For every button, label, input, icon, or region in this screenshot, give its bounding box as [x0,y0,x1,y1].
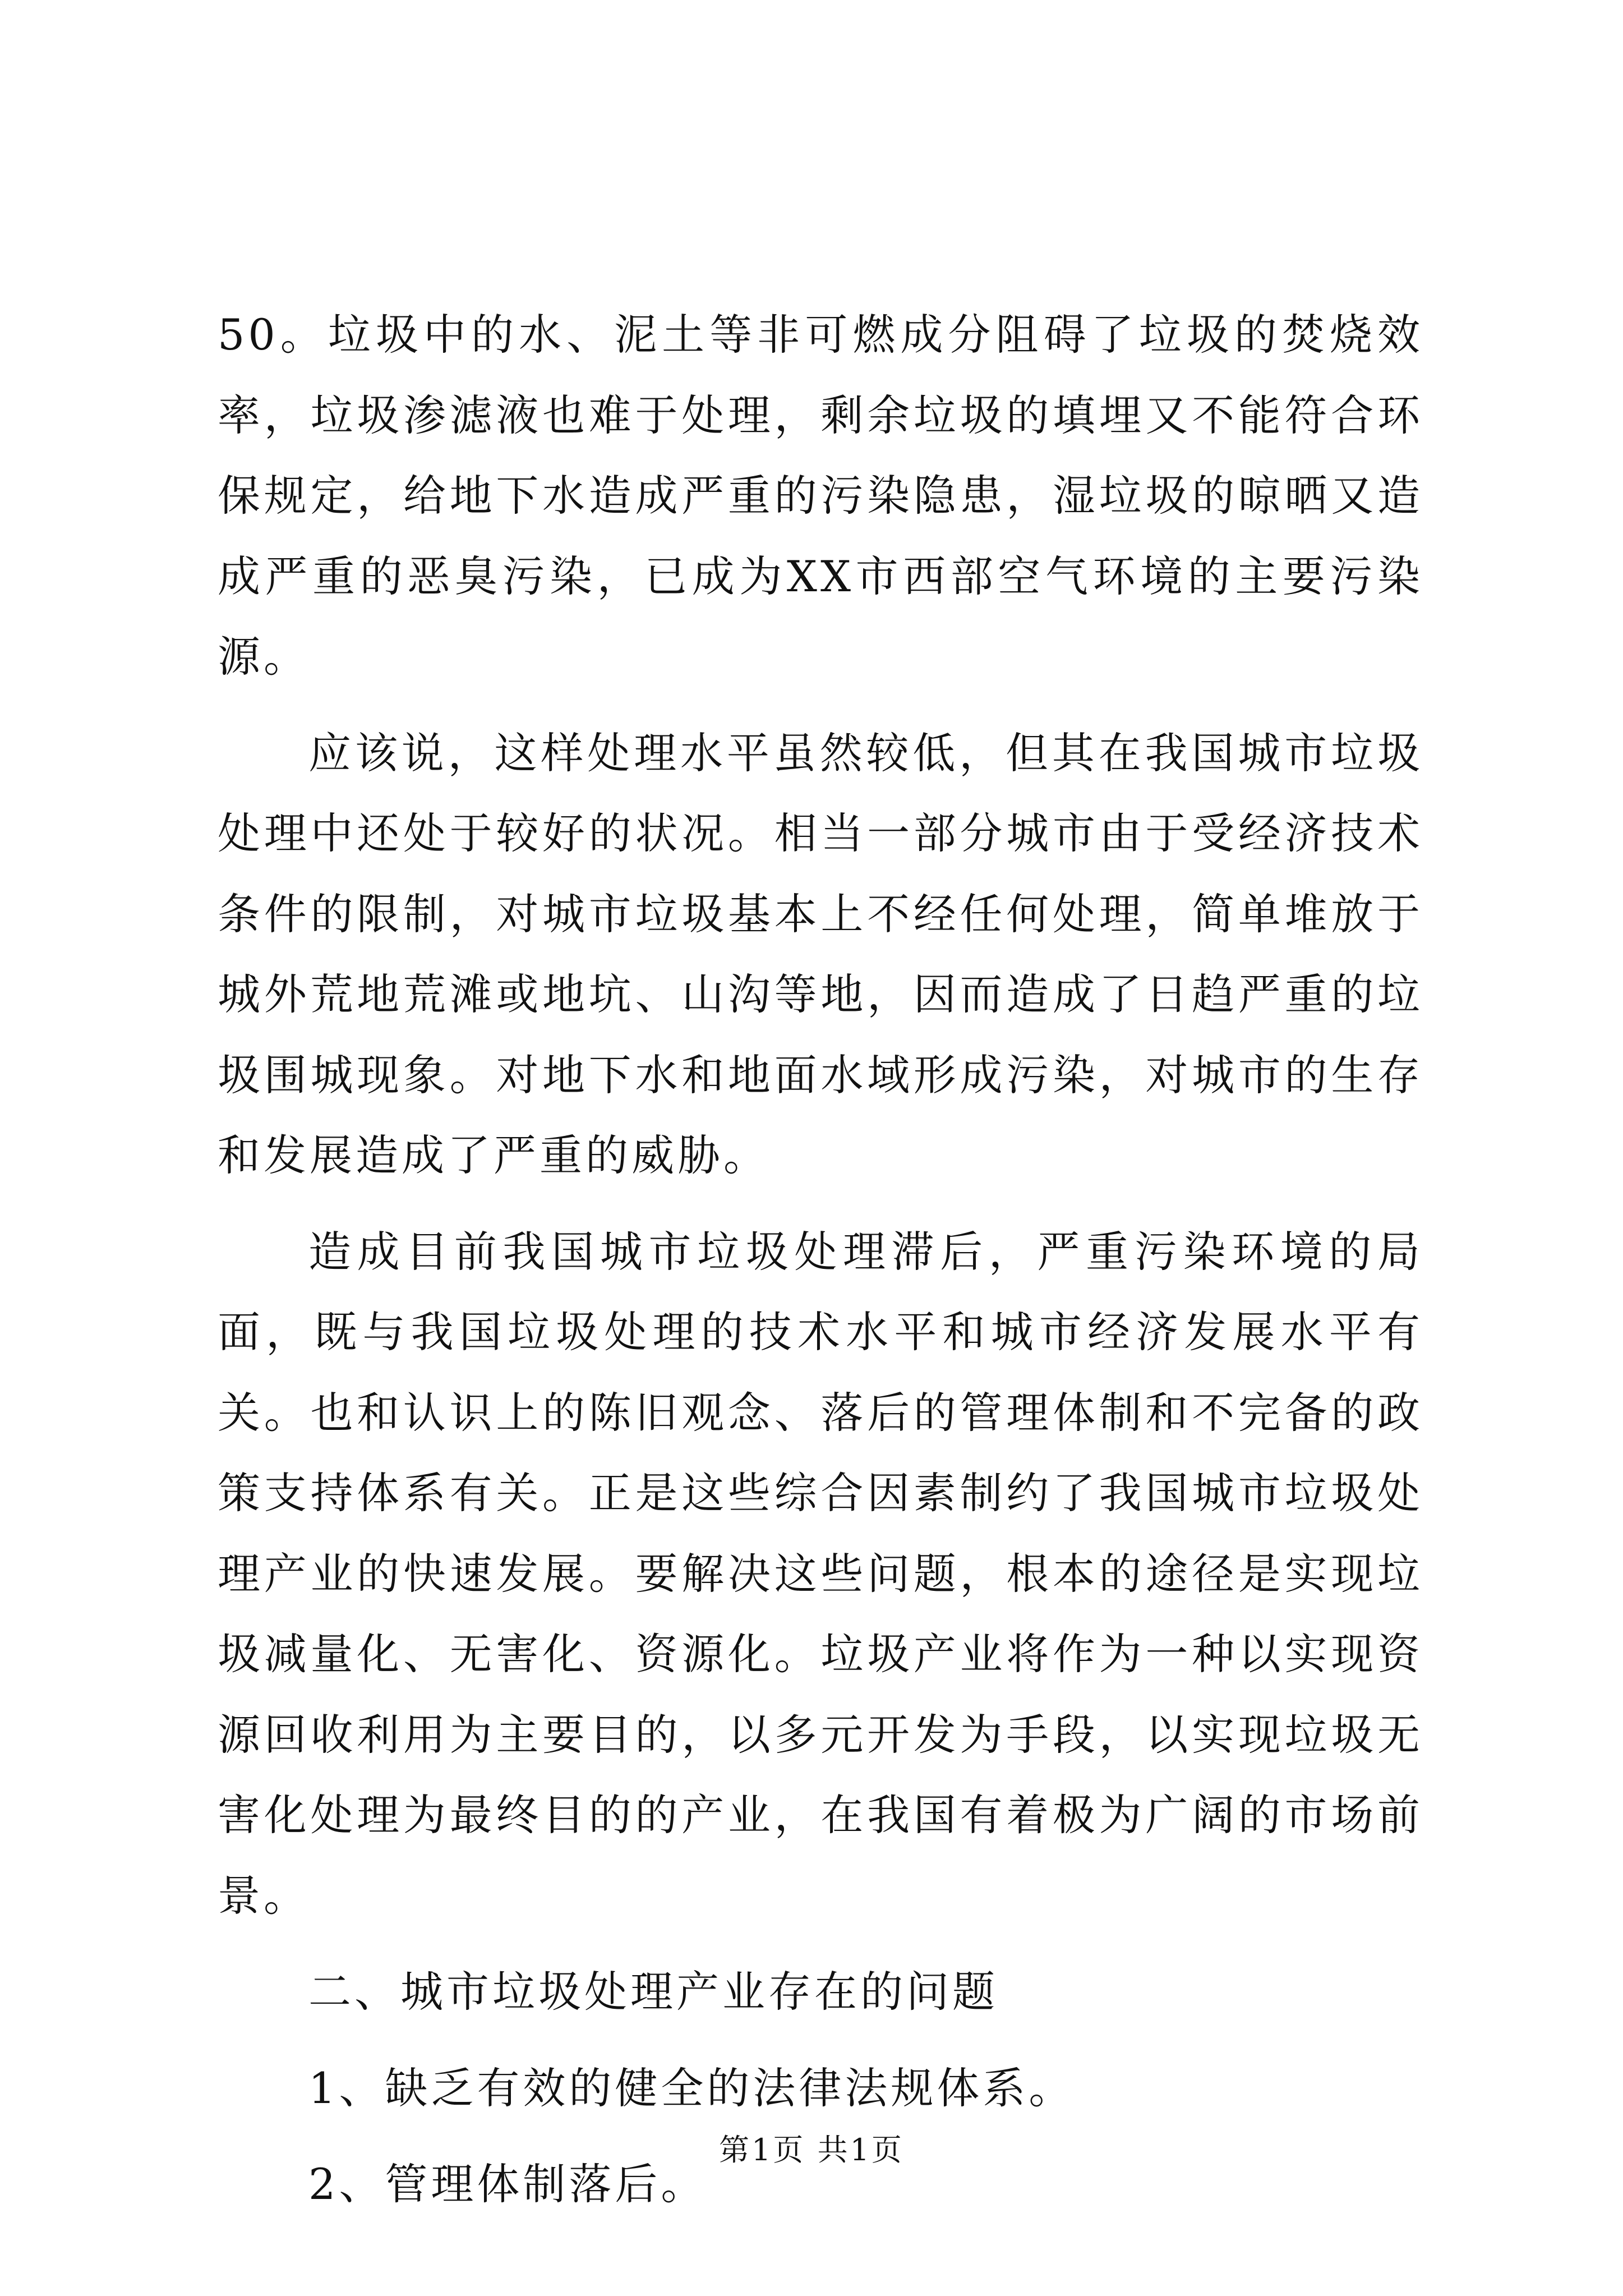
paragraph: 应该说，这样处理水平虽然较低，但其在我国城市垃圾处理中还处于较好的状况。相当一部分城市由于受经济技术条件的限制，对城市垃圾基本上不经任何处理，简单堆放于城外荒地荒滩或地坑、山沟等地，因而造成了日趋严重的垃圾围城现象。对地下水和地面水域形成污染，对城市的生存和发展造成了严重的威胁。 [218,728,1423,1180]
list-item: 2、管理体制落后。 [308,2159,707,2209]
list-item: 1、缺乏有效的健全的法律法规体系。 [308,2063,1075,2113]
paragraph-gap [218,2032,1423,2048]
section-heading: 二、城市垃圾处理产业存在的问题 [308,1967,998,2017]
page-number-footer: 第1页 共1页 [719,2132,904,2168]
paragraph-continuation: 50。垃圾中的水、泥土等非可燃成分阻碍了垃圾的焚烧效率，垃圾渗滤液也难于处理，剩余垃圾的填埋又不能符合环保规定，给地下水造成严重的污染隐患，湿垃圾的晾晒又造成严重的恶臭污染，已成为XX市西部空气环境的主要污染源。 [218,310,1423,682]
paragraph-gap [218,1936,1423,1952]
paragraph-gap [218,697,1423,713]
document-body [218,295,1423,2225]
paragraph: 造成目前我国城市垃圾处理滞后，严重污染环境的局面，既与我国垃圾处理的技术水平和城市经济发展水平有关。也和认识上的陈旧观念、落后的管理体制和不完备的政策支持体系有关。正是这些综合因素制约了我国城市垃圾处理产业的快速发展。要解决这些问题，根本的途径是实现垃圾减量化、无害化、资源化。垃圾产业将作为一种以实现资源回收利用为主要目的，以多元开发为手段，以实现垃圾无害化处理为最终目的的产业，在我国有着极为广阔的市场前景。 [218,1226,1423,1921]
paragraph-gap [218,1196,1423,1212]
